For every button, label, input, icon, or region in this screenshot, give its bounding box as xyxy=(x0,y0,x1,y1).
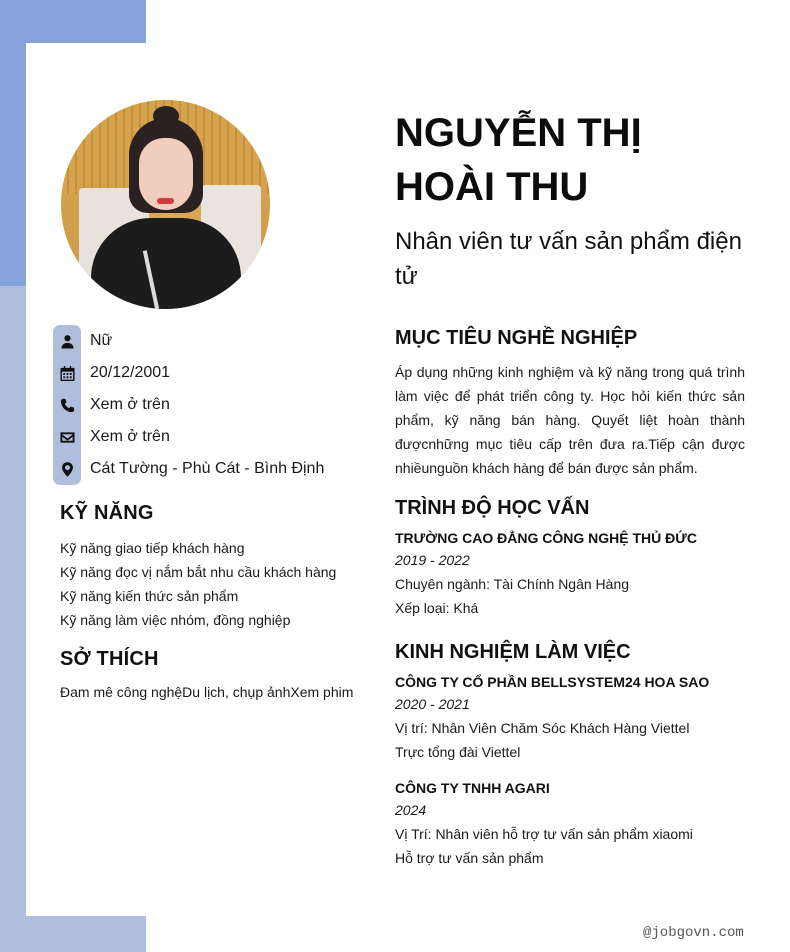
watermark-text: @jobgovn.com xyxy=(643,925,744,941)
name-line-1: NGUYỄN THỊ xyxy=(395,111,642,155)
education-section xyxy=(395,497,745,620)
contact-phone xyxy=(53,389,363,421)
experience-duty: Hỗ trợ tư vấn sản phẩm xyxy=(395,850,544,866)
address-value: Cát Tường - Phù Cát - Bình Định xyxy=(90,460,325,477)
experience-position: Vị trí: Nhân Viên Chăm Sóc Khách Hàng Viettel xyxy=(395,720,690,736)
candidate-name xyxy=(395,106,745,214)
contact-birthdate xyxy=(53,357,363,389)
birthdate-value: 20/12/2001 xyxy=(90,364,171,381)
skills-heading: KỸ NĂNG xyxy=(60,502,154,524)
skills-list xyxy=(60,536,370,632)
name-line-2: HOÀI THU xyxy=(395,165,589,209)
objective-section xyxy=(395,327,745,480)
experience-heading: KINH NGHIỆM LÀM VIỆC xyxy=(395,641,631,663)
email-value: Xem ở trên xyxy=(90,428,170,445)
hobbies-text: Đam mê công nghệDu lịch, chụp ảnhXem phim xyxy=(60,684,354,700)
experience-entry xyxy=(395,672,745,764)
job-title: Nhân viên tư vấn sản phẩm điện tử xyxy=(395,228,742,290)
education-period: 2019 - 2022 xyxy=(395,552,470,568)
education-heading: TRÌNH ĐỘ HỌC VẤN xyxy=(395,497,590,519)
mail-icon xyxy=(53,426,81,448)
company-name: CÔNG TY TNHH AGARI xyxy=(395,780,550,796)
skill-item: Kỹ năng làm việc nhóm, đồng nghiệp xyxy=(60,612,291,628)
phone-icon xyxy=(53,394,81,416)
education-grade: Xếp loại: Khá xyxy=(395,600,479,616)
contact-gender xyxy=(53,325,363,357)
hobbies-heading: SỞ THÍCH xyxy=(60,648,159,670)
skills-section xyxy=(60,502,370,632)
phone-value: Xem ở trên xyxy=(90,396,170,413)
contact-info-list xyxy=(53,325,363,485)
objective-text: Áp dụng những kinh nghiệm và kỹ năng trong quá trình làm việc để phát triển công ty. Học hỏi kiến thức sản phẩm, kỹ năng bán hàng. Quyết liệt hoàn thành đượcnhững mục tiêu cấp trên đưa ra.Tiếp cận được nhiềunguồn khách hàng để bán được sản phẩm. xyxy=(395,364,745,476)
contact-address xyxy=(53,453,363,485)
experience-entry xyxy=(395,778,745,870)
objective-heading: MỤC TIÊU NGHỀ NGHIỆP xyxy=(395,327,638,349)
skill-item: Kỹ năng giao tiếp khách hàng xyxy=(60,540,245,556)
gender-value: Nữ xyxy=(90,332,113,349)
experience-period: 2020 - 2021 xyxy=(395,696,470,712)
school-name: TRƯỜNG CAO ĐẲNG CÔNG NGHỆ THỦ ĐỨC xyxy=(395,530,697,546)
contact-email xyxy=(53,421,363,453)
skill-item: Kỹ năng kiến thức sản phẩm xyxy=(60,588,239,604)
experience-position: Vị Trí: Nhân viên hỗ trợ tư vấn sản phẩm xiaomi xyxy=(395,826,693,842)
experience-section xyxy=(395,641,745,870)
person-icon xyxy=(53,330,81,352)
education-major: Chuyên ngành: Tài Chính Ngân Hàng xyxy=(395,576,630,592)
education-entry xyxy=(395,528,745,620)
calendar-icon xyxy=(53,362,81,384)
location-pin-icon xyxy=(53,458,81,480)
profile-photo xyxy=(61,100,270,309)
company-name: CÔNG TY CỔ PHẦN BELLSYSTEM24 HOA SAO xyxy=(395,674,710,690)
experience-duty: Trực tổng đài Viettel xyxy=(395,744,521,760)
experience-period: 2024 xyxy=(395,802,427,818)
hobbies-section xyxy=(60,648,370,700)
skill-item: Kỹ năng đọc vị nắm bắt nhu cầu khách hàng xyxy=(60,564,337,580)
